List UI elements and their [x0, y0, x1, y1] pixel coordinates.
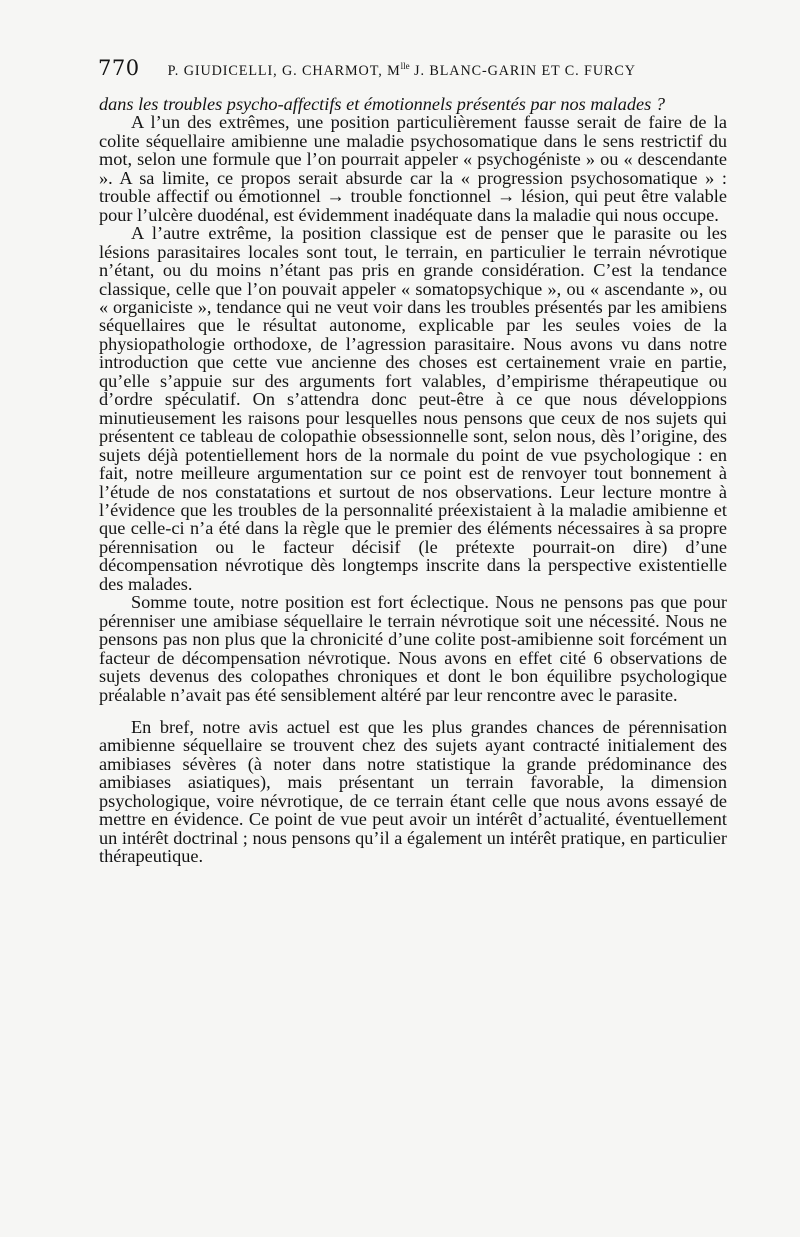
- paragraph-extreme-psychogenist: A l’un des extrêmes, une position particulièrement fausse serait de faire de la colite séquellaire amibienne une maladie psychosomatique dans le sens restrictif du mot, selon une formule que l’on pourrait appeler « psychogéniste » ou « descendante ». A sa limite, ce propos serait absurde car la « progression psychosomatique » : trouble affectif ou émotionnel → trouble fonctionnel → lésion, qui peut être valable pour l’ulcère duodénal, est évidemment inadéquate dans la maladie qui nous occupe.: [99, 112, 727, 225]
- paragraph-continuation: [99, 95, 727, 113]
- running-head: [98, 56, 726, 82]
- paragraph-eclectic-position: Somme toute, notre position est fort éclectique. Nous ne pensons pas que pour pérenniser une amibiase séquellaire le terrain névrotique soit une nécessité. Nous ne pensons pas non plus que la chronicité d’une colite post-amibienne soit forcément un facteur de décompensation névrotique. Nous avons en effet cité 6 observations de sujets devenus des colopathes chroniques et dont le bon équilibre psychologique préalable n’avait pas été sensiblement altéré par leur rencontre avec le parasite.: [99, 592, 727, 705]
- page-number: 770: [98, 56, 140, 80]
- authors-superscript: lle: [400, 61, 410, 71]
- authors-before-sup: P. GIUDICELLI, G. CHARMOT, M: [167, 63, 401, 79]
- body-text: [99, 95, 727, 866]
- paragraph-conclusion: En bref, notre avis actuel est que les plus grandes chances de pérennisation amibienne séquellaire se trouvent chez des sujets ayant contracté initialement des amibiases sévères (à noter dans notre statistique la grande prédominance des amibiases asiatiques), mais présentant un terrain favorable, la dimension psychologique, voire névrotique, de ce terrain étant celle que nous avons essayé de mettre en évidence. Ce point de vue peut avoir un intérêt d’actualité, éventuellement un intérêt doctrinal ; nous pensons qu’il a également un intérêt pratique, en particulier thérapeutique.: [99, 716, 727, 867]
- italic-question: dans les troubles psycho-affectifs et émotionnels présentés par nos malades ?: [99, 94, 665, 114]
- paragraph-extreme-classical: A l’autre extrême, la position classique est de penser que le parasite ou les lésions parasitaires locales sont tout, le terrain, en particulier le terrain névrotique n’étant, ou du moins n’étant pas pris en grande considération. C’est la tendance classique, celle que l’on pouvait appeler « somatopsychique », ou « ascendante », ou « organiciste », tendance qui ne veut voir dans les troubles présentés par les amibiens séquellaires que le résultat autonome, explicable par les seules voies de la physiopathologie orthodoxe, de l’agression parasitaire. Nous avons vu dans notre introduction que cette vue ancienne des choses est certainement vraie en partie, qu’elle s’appuie sur des arguments fort valables, d’empirisme thérapeutique ou d’ordre spéculatif. On s’attendra donc peut-être à ce que nous développions minutieusement les raisons pour lesquelles nous pensons que ceux de nos sujets qui présentent ce tableau de colopathie obsessionnelle sont, selon nous, dès l’origine, des sujets déjà potentiellement hors de la normale du point de vue psychologique : en fait, notre meilleure argumentation sur ce point est de renvoyer tout bonnement à l’étude de nos constatations et surtout de nos observations. Leur lecture montre à l’évidence que les troubles de la personnalité préexistaient à la maladie amibienne et que celle-ci n’a été dans la règle que le premier des éléments nécessaires à sa propre pérennisation ou le facteur décisif (le prétexte pourrait-on dire) d’une décompensation névrotique dès longtemps inscrite dans la perspective existentielle des malades.: [99, 223, 727, 594]
- authors-after-sup: J. BLANC-GARIN ET C. FURCY: [409, 63, 636, 79]
- running-head-authors: [168, 61, 636, 80]
